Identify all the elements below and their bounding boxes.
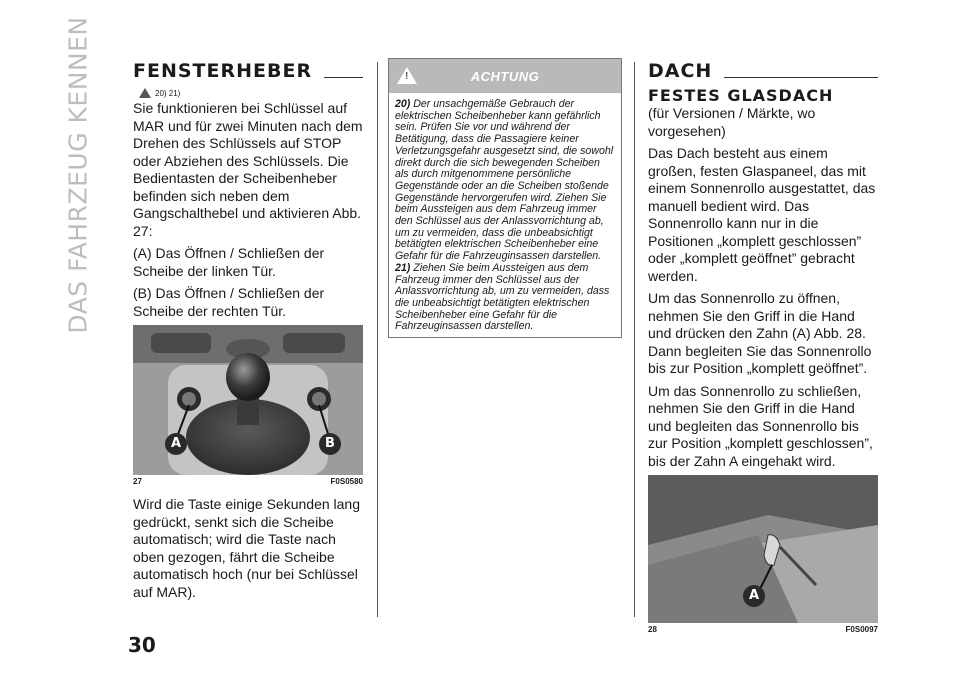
warning-title: ACHTUNG: [470, 68, 540, 84]
warning-item-number: 21): [395, 261, 411, 274]
body-paragraph: Um das Sonnenrollo zu schließen, nehmen Sie den Griff in die Hand und begleiten das Sonnenrollo bis zur Position „komplett geschlossen”, bis der Zahn A eingehakt wird.: [648, 382, 873, 469]
section-heading-text: FENSTERHEBER: [133, 60, 313, 82]
section-heading-text: DACH: [648, 60, 713, 82]
body-paragraph: (B) Das Öffnen / Schließen der Scheibe der rechten Tür.: [133, 285, 325, 319]
body-paragraph: Sie funktionieren bei Schlüssel auf MAR und für zwei Minuten nach dem Drehen des Schlüssels auf STOP oder Abziehen des Schlüssels. Die Bedientasten der Scheibenheber befinden sich neben dem Gangschalthebel und aktivieren Abb. 27:: [133, 100, 363, 239]
warning-body: [389, 93, 621, 337]
heading-rule: [324, 77, 363, 78]
figure-window-switches: [133, 325, 363, 475]
column-divider: [377, 62, 378, 617]
warning-item: [395, 99, 615, 263]
figure-code: F0S0580: [330, 477, 363, 486]
warning-triangle-icon: [139, 88, 151, 98]
body-paragraph: Um das Sonnenrollo zu öffnen, nehmen Sie den Griff in die Hand und drücken den Zahn (A) Abb. 28. Dann begleiten Sie das Sonnenrollo bis zur Position „komplett geöffnet”.: [648, 290, 872, 376]
middle-column: [388, 58, 620, 338]
right-column: [648, 58, 878, 644]
figure-caption: [648, 625, 878, 634]
section-heading: [133, 58, 363, 82]
callout-a: A: [743, 585, 765, 607]
warning-box: [388, 58, 622, 338]
warning-item-text: Der unsachgemäße Gebrauch der elektrischen Scheibenheber kann gefährlich sein. Prüfen Sie vor und während der Betätigung, dass die Passagiere keiner Verletzungsgefahr ausgesetzt sind, die sowohl direkt durch die sich bewegenden Scheiben als durch mitgenommene persönliche Gegenstände oder an die Scheiben stoßende Gegenstände hervorgerufen wird. Ziehen Sie beim Aussteigen aus dem Fahrzeug immer den Schlüssel aus der Anlassvorrichtung ab, um zu vermeiden, dass die unbeabsichtigt betätigten elektrischen Scheibenheber eine Gefahr für die Fahrzeuginsassen darstellen.: [395, 98, 614, 263]
page-number: 30: [128, 633, 156, 657]
warning-header: [389, 59, 621, 93]
figure-number: 27: [133, 477, 142, 486]
body-paragraph: Wird die Taste einige Sekunden lang gedrückt, senkt sich die Scheibe automatisch; wird die Taste nach oben gezogen, fährt die Scheibe automatisch hoch (nur bei Schlüssel auf MAR).: [133, 496, 361, 600]
warning-item-number: 20): [395, 98, 411, 110]
warning-item-text: Ziehen Sie beim Aussteigen aus dem Fahrzeug immer den Schlüssel aus der Anlassvorrichtung ab, um zu vermeiden, dass die unbeabsichtigt betätigten elektrischen Scheibenheber eine Gefahr für die Fahrzeuginsassen darstellen.: [395, 261, 610, 333]
column-divider: [634, 62, 635, 617]
body-paragraph: (A) Das Öffnen / Schließen der Scheibe der linken Tür.: [133, 245, 325, 279]
left-column: [133, 58, 363, 606]
body-paragraph: (für Versionen / Märkte, wo vorgesehen): [648, 105, 816, 139]
section-heading: [648, 58, 878, 82]
warning-references: [139, 88, 363, 98]
figure-sunroof: [648, 475, 878, 623]
sidebar-chapter-label: DAS FAHRZEUG KENNEN: [63, 16, 93, 334]
figure-code: F0S0097: [845, 625, 878, 634]
figure-caption: [133, 477, 363, 486]
callout-b: B: [319, 433, 341, 455]
heading-rule: [724, 77, 878, 78]
callout-a: A: [165, 433, 187, 455]
figure-number: 28: [648, 625, 657, 634]
subsection-heading: FESTES GLASDACH: [648, 86, 834, 105]
warning-reference-numbers: 20) 21): [155, 88, 181, 98]
body-paragraph: Das Dach besteht aus einem großen, festen Glaspaneel, das mit einem Sonnenrollo ausgestattet, das manuell bedient wird. Das Sonnenrollo kann nur in die Positionen „komplett geschlossen” oder „komplett geöffnet” gebracht werden.: [648, 145, 876, 284]
warning-item: [395, 263, 615, 333]
warning-triangle-icon: !: [397, 67, 417, 84]
